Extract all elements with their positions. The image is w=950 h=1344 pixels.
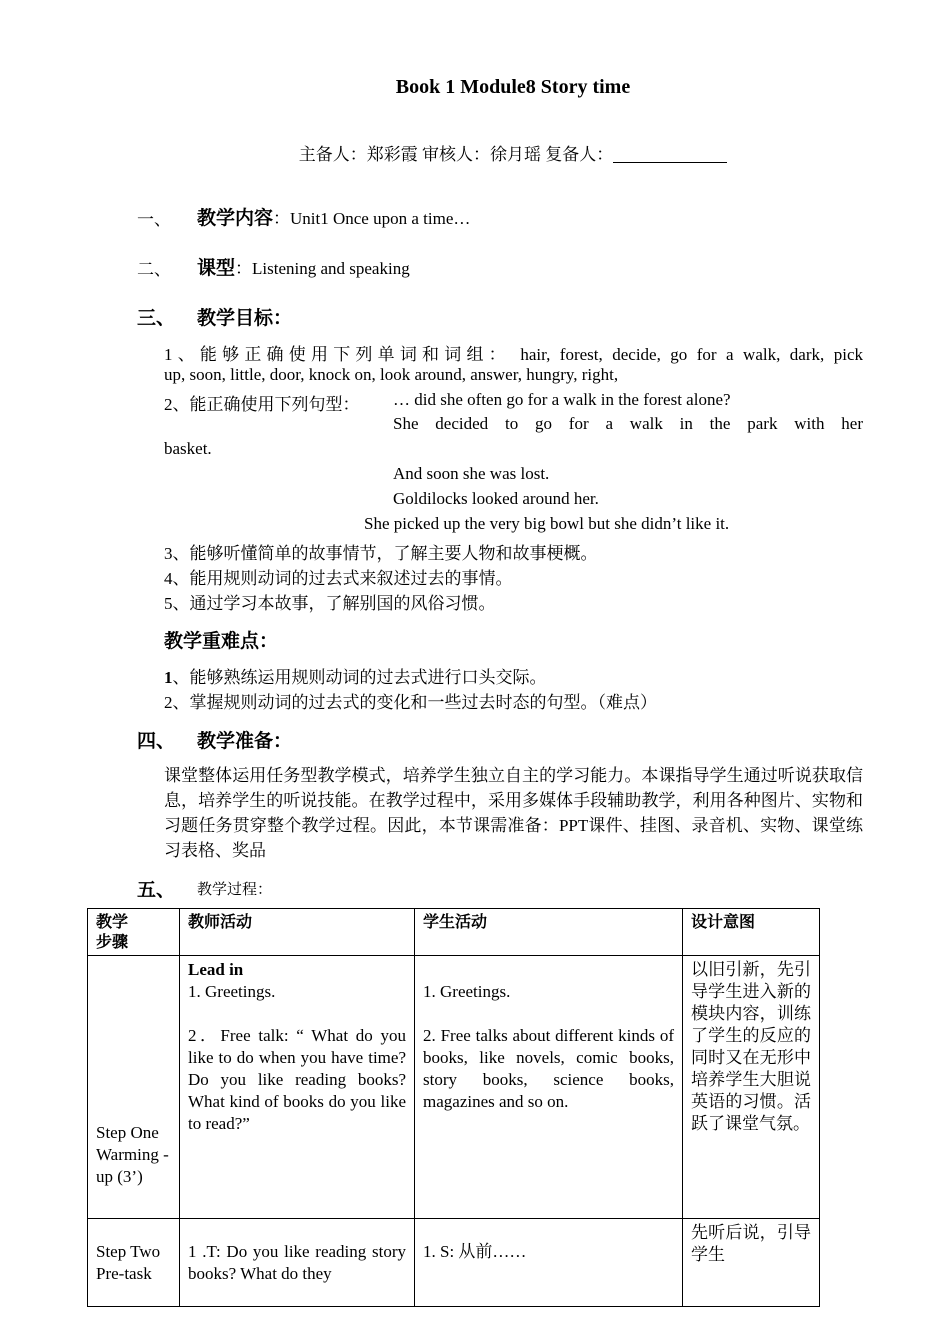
objective-3: 3、能够听懂简单的故事情节，了解主要人物和故事梗概。	[164, 544, 598, 563]
row1-teacher	[180, 956, 415, 1219]
objective-2-sentence-2-cont: basket.	[164, 439, 212, 458]
header-student: 学生活动	[415, 909, 683, 956]
section-1-number: 一、	[137, 210, 171, 229]
objective-2-label: 2、能正确使用下列句型：	[164, 395, 360, 414]
objective-1-line-b: up, soon, little, door, knock on, look around, answer, hungry, right,	[164, 365, 619, 384]
section-5-number: 五、	[137, 880, 176, 901]
objective-5: 5、通过学习本故事，了解别国的风俗习惯。	[164, 594, 496, 613]
section-1	[197, 203, 470, 230]
table-row	[88, 1219, 820, 1307]
section-2-value: ：Listening and speaking	[235, 259, 410, 278]
teaching-process-table	[87, 908, 820, 1307]
row1-teacher-1: 1. Greetings.	[188, 982, 276, 1001]
preparation-paragraph: 课堂整体运用任务型教学模式，培养学生独立自主的学习能力。本课指导学生通过听说获取信息，培养学生的听说技能。在教学过程中，采用多媒体手段辅助教学，利用各种图片、实物和习题任务贯穿整个教学过程。因此，本节课需准备：PPT课件、挂图、录音机、实物、课堂练习表格、奖品	[164, 766, 863, 860]
row1-student	[415, 956, 683, 1219]
key-points-heading: 教学重难点：	[164, 631, 279, 652]
objective-2-sentence-4: Goldilocks looked around her.	[393, 489, 599, 508]
section-2-number: 二、	[137, 260, 171, 279]
row1-student-2: 2. Free talks about different kinds of books, like novels, comic books, story books, science books, magazines and so on.	[423, 1026, 674, 1111]
preparers-text: 主备人：郑彩霞 审核人：徐月瑶 复备人：	[298, 145, 614, 164]
header-teacher: 教师活动	[180, 909, 415, 956]
row1-step: Step One Warming -up (3’)	[88, 956, 180, 1219]
table-row	[88, 956, 820, 1219]
header-intent: 设计意图	[683, 909, 820, 956]
row2-intent: 先听后说，引导学生	[683, 1219, 820, 1307]
row2-student: 1. S: 从前……	[415, 1219, 683, 1307]
document-title: Book 1 Module8 Story time	[395, 76, 631, 98]
section-5-label: 教学过程：	[197, 882, 273, 898]
key-point-2: 2、掌握规则动词的过去式的变化和一些过去时态的句型。（难点）	[164, 693, 657, 712]
section-4-label: 教学准备：	[197, 731, 293, 752]
section-4-number: 四、	[137, 731, 176, 752]
key-point-1-number: 1	[164, 668, 173, 687]
section-1-value: ：Unit1 Once upon a time…	[273, 209, 471, 228]
section-3-number: 三、	[137, 308, 176, 329]
row1-teacher-title: Lead in	[188, 960, 244, 979]
row2-teacher: 1 .T: Do you like reading story books? What do they	[180, 1219, 415, 1307]
header-step: 教学步骤	[88, 909, 180, 956]
row2-step: Step Two Pre-task	[88, 1219, 180, 1307]
section-2	[197, 253, 410, 280]
objective-1-line-a: 1、能够正确使用下列单词和词组： hair, forest, decide, go for a walk, dark, pick	[164, 345, 863, 364]
reviewer-blank	[613, 144, 727, 163]
section-2-label: 课型	[197, 258, 236, 279]
objective-2-sentence-5: She picked up the very big bowl but she didn’t like it.	[364, 514, 730, 533]
section-1-label: 教学内容	[197, 208, 274, 229]
row1-intent: 以旧引新，先引导学生进入新的模块内容，训练了学生的反应的同时又在无形中培养学生大胆说英语的习惯。活跃了课堂气氛。	[683, 956, 820, 1219]
preparers-line	[0, 140, 950, 165]
objective-2-sentence-3: And soon she was lost.	[393, 464, 550, 483]
row1-student-1: 1. Greetings.	[423, 982, 511, 1001]
objective-2-sentence-1: … did she often go for a walk in the forest alone?	[393, 390, 731, 409]
objective-4: 4、能用规则动词的过去式来叙述过去的事情。	[164, 569, 513, 588]
key-point-1	[164, 663, 547, 688]
table-header-row	[88, 909, 820, 956]
row1-teacher-2: 2．Free talk: “ What do you like to do when you have time? Do you like reading books? What kind of books do you like to read?”	[188, 1026, 406, 1133]
key-point-1-text: 、能够熟练运用规则动词的过去式进行口头交际。	[172, 668, 547, 687]
section-3-label: 教学目标：	[197, 308, 293, 329]
objective-2-sentence-2: She decided to go for a walk in the park with her	[393, 414, 863, 433]
